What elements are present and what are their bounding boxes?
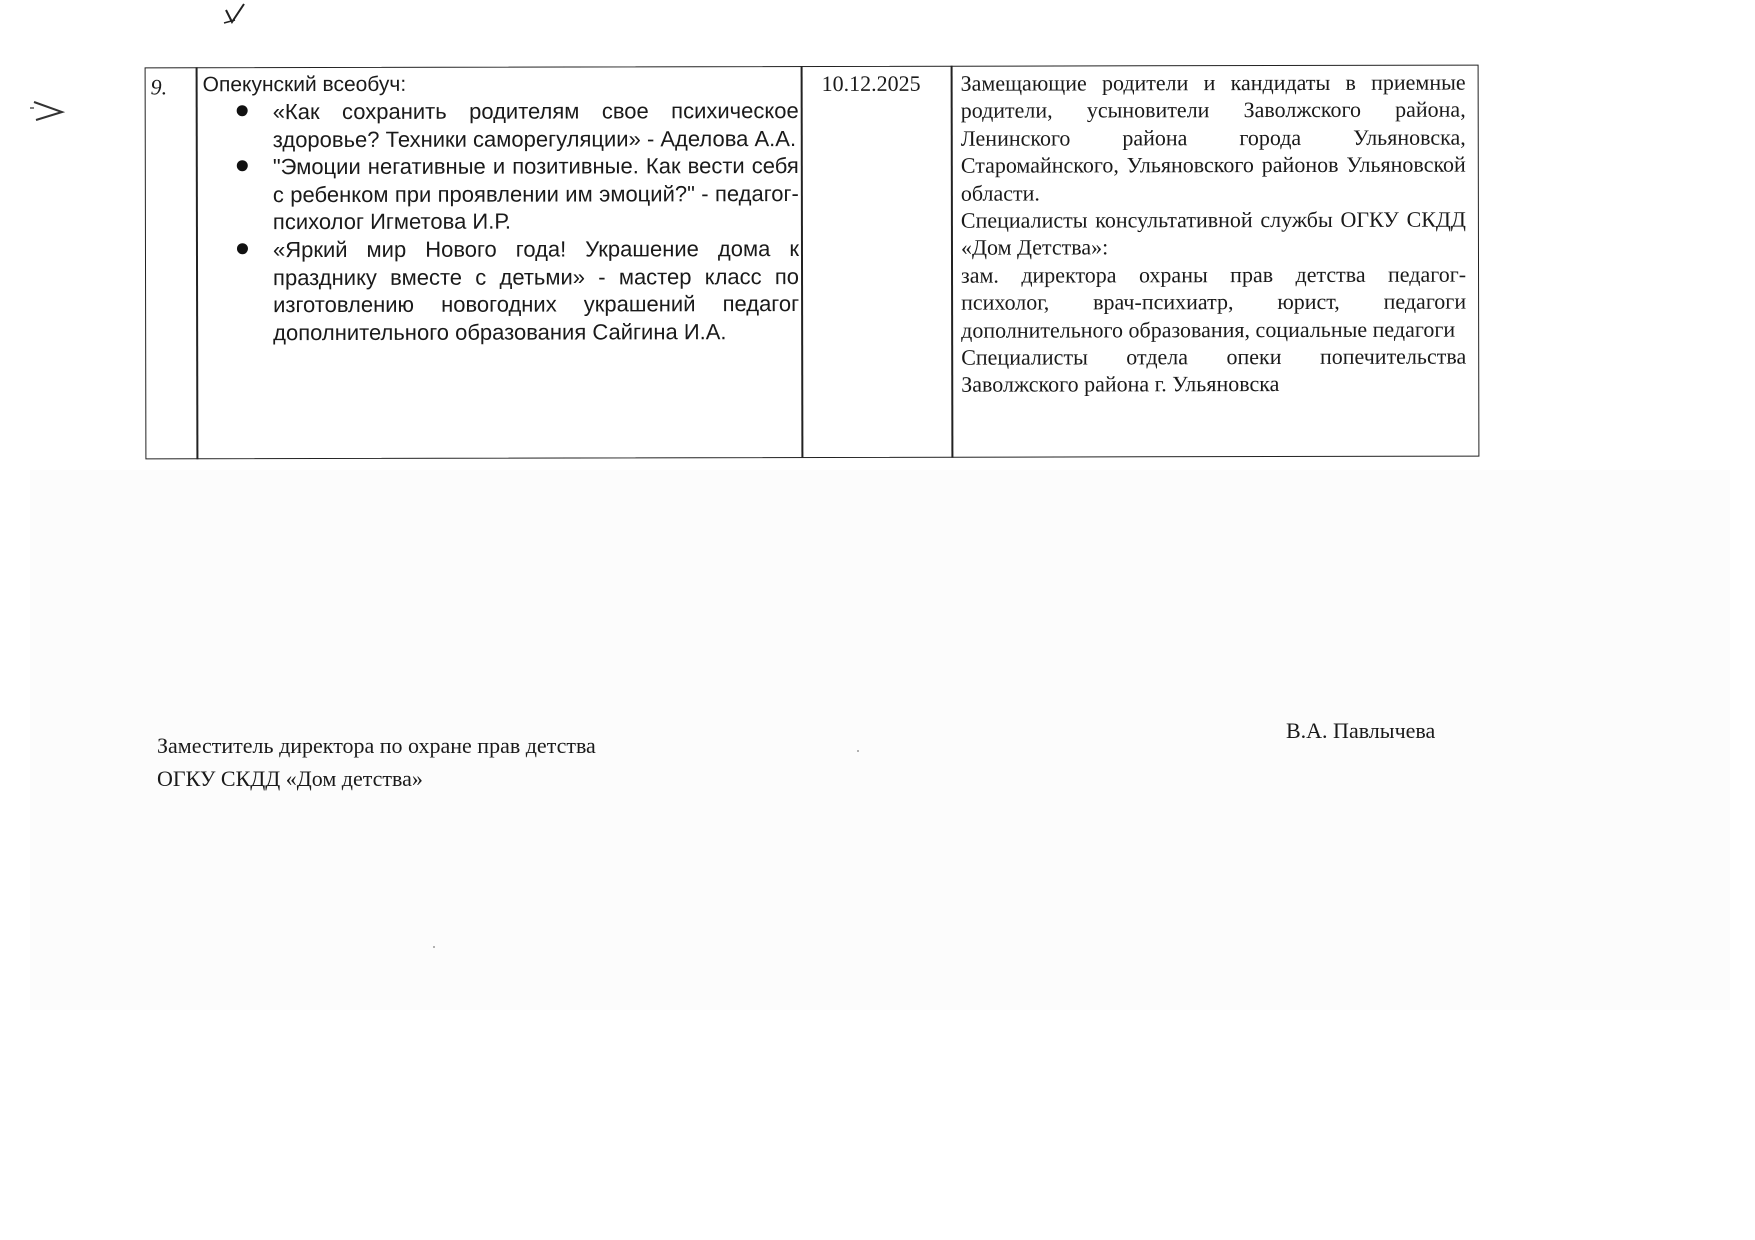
scan-speck xyxy=(857,750,859,752)
bullet-icon xyxy=(237,160,248,171)
signatory-organization-line: ОГКУ СКДД «Дом детства» xyxy=(157,766,423,791)
list-item: «Как сохранить родителям свое психическое здоровье? Техники саморегуляции» - Аделова А.А. xyxy=(207,97,799,153)
event-date: 10.12.2025 xyxy=(821,70,921,96)
event-items xyxy=(207,97,800,347)
scan-speck xyxy=(433,946,435,948)
list-item: "Эмоции негативные и позитивные. Как вести себя с ребенком при проявлении им эмоций?" - педагог-психолог Игметова И.Р. xyxy=(207,152,799,236)
handwritten-tick-mark xyxy=(222,0,248,26)
signatory-name: В.А. Павлычева xyxy=(1286,718,1436,743)
participants-specialists-list: зам. директора охраны прав детства педагог-психолог, врач-психиатр, юрист, педагоги дополнительного образования, социальные педагоги xyxy=(961,261,1467,343)
signatory-position xyxy=(157,729,596,795)
row-number: 9. xyxy=(150,74,168,100)
signatory-position-line: Заместитель директора по охране прав детства xyxy=(157,733,596,758)
participants-parents: Замещающие родители и кандидаты в приемные родители, усыновители Заволжского района, Ленинского района города Ульяновска, Старомайнского, Ульяновского районов Ульяновской области. xyxy=(960,69,1466,206)
bullet-icon xyxy=(237,243,248,254)
bullet-icon xyxy=(237,105,248,116)
margin-arrow-mark xyxy=(28,98,68,126)
participants-specialists-heading: Специалисты консультативной службы ОГКУ СКДД «Дом Детства»: xyxy=(960,206,1466,261)
event-title: Опекунский всеобуч: xyxy=(202,72,407,97)
participants-guardianship: Специалисты отдела опеки попечительства Заволжского района г. Ульяновска xyxy=(961,343,1467,398)
list-item: «Яркий мир Нового года! Украшение дома к празднику вместе с детьми» - мастер класс по изготовлению новогодних украшений педагог дополнительного образования Сайгина И.А. xyxy=(207,235,799,347)
events-table xyxy=(145,65,1480,460)
participants xyxy=(961,69,1467,399)
